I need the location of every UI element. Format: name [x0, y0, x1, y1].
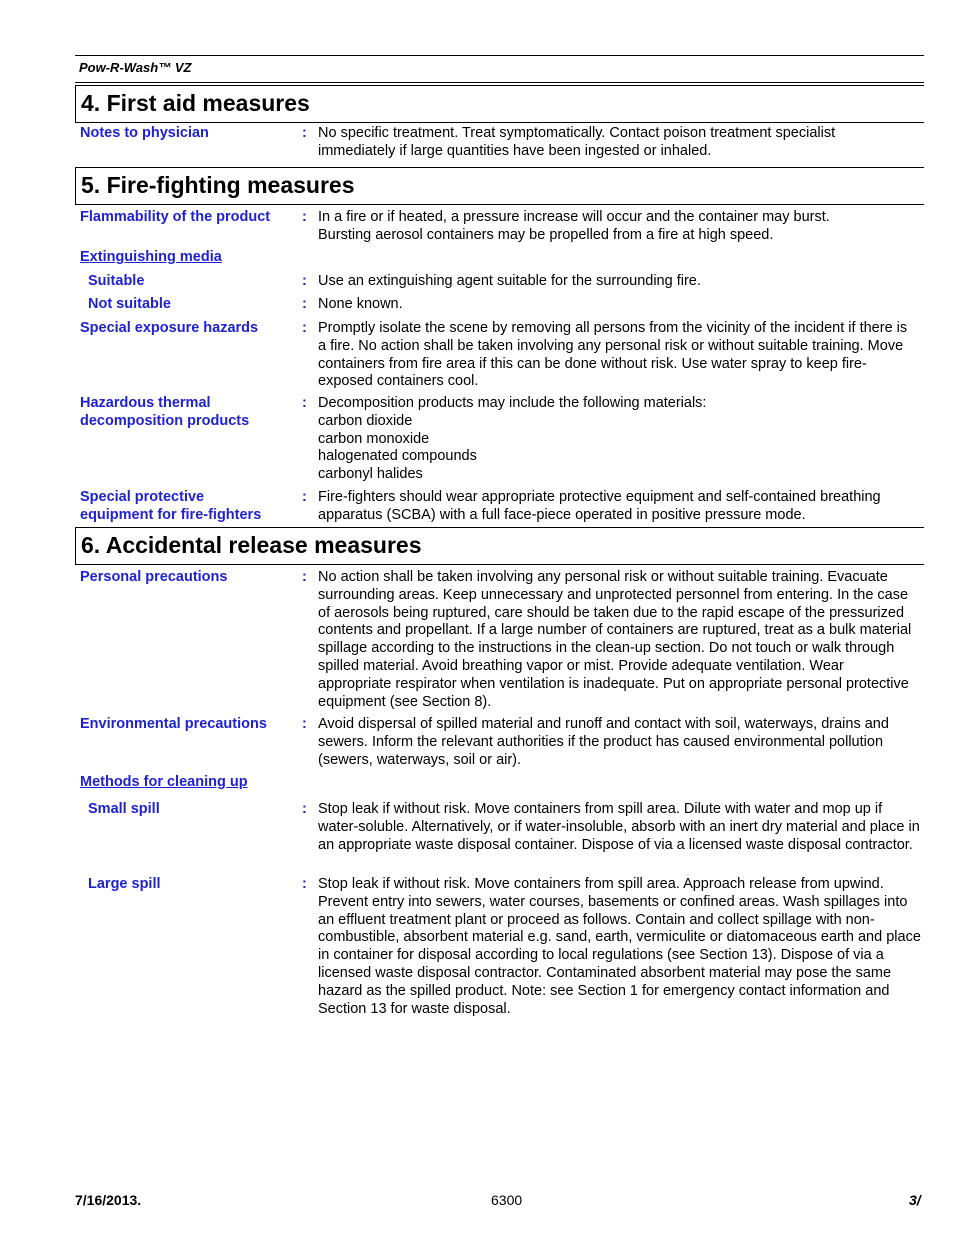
- thermal-label-line-2: decomposition products: [80, 412, 250, 429]
- flammability-label: Flammability of the product: [80, 209, 271, 225]
- thermal-intro: Decomposition products may include the following materials:: [318, 395, 707, 411]
- protective-label: [80, 489, 295, 525]
- personal-precautions-label: Personal precautions: [80, 569, 228, 585]
- suitable-text: Use an extinguishing agent suitable for the surrounding fire.: [318, 273, 701, 289]
- thermal-label: [80, 395, 295, 431]
- protective-label-line-2: equipment for fire-fighters: [80, 506, 262, 523]
- footer-code: 6300: [491, 1192, 523, 1208]
- small-spill-text: Stop leak if without risk. Move containers from spill area. Dilute with water and mop up if water-soluble. Alternatively, or if water-insoluble, absorb with an inert dry material and place in an appropriate waste disposal container. Dispose of via a licensed waste disposal contractor.: [318, 801, 920, 853]
- special-exposure-text: Promptly isolate the scene by removing all persons from the vicinity of the incident if there is a fire. No action shall be taken involving any personal risk or without suitable training. Move containers from fire area if this can be done without risk. Use water spray to keep fire-exposed containers cool.: [318, 320, 908, 390]
- thermal-item: halogenated compounds: [318, 448, 477, 465]
- sds-page: [75, 55, 924, 1029]
- environmental-precautions-label: Environmental precautions: [80, 716, 267, 732]
- section-4-title: 4. First aid measures: [75, 85, 924, 123]
- colon: :: [302, 320, 307, 336]
- product-name: Pow-R-Wash™ VZ: [75, 55, 924, 83]
- suitable-label: Suitable: [88, 273, 145, 289]
- colon: :: [302, 876, 307, 892]
- thermal-item: carbon monoxide: [318, 430, 430, 447]
- colon: :: [302, 569, 307, 585]
- thermal-text: [318, 395, 924, 484]
- personal-precautions-text: No action shall be taken involving any personal risk or without suitable training. Evacuate surrounding areas. Keep unnecessary and unprotected personnel from entering. In the case of aerosols being ruptured, care should be taken due to the rapid escape of the pressurized contents and propellant. If a large number of containers are ruptured, treat as a bulk material spillage according to the instructions in the clean-up section. Do not touch or walk through spilled material. Avoid breathing vapor or mist. Provide adequate ventilation. Wear appropriate respirator when ventilation is inadequate. Put on appropriate personal protective equipment (see Section 8).: [318, 569, 912, 710]
- not-suitable-label: Not suitable: [88, 296, 171, 312]
- footer-page-number: 3/: [909, 1192, 921, 1208]
- section-6-body: [75, 569, 924, 1029]
- large-spill-label: Large spill: [88, 876, 161, 892]
- thermal-item: carbon dioxide: [318, 412, 413, 429]
- colon: :: [302, 273, 307, 289]
- notes-text: No specific treatment. Treat symptomatically. Contact poison treatment specialist immediately if large quantities have been ingested or inhaled.: [318, 125, 836, 159]
- protective-label-line-1: Special protective: [80, 489, 205, 505]
- flammability-text: In a fire or if heated, a pressure increase will occur and the container may burst. Bursting aerosol containers may be propelled from a fire at high speed.: [318, 209, 830, 243]
- notes-label: Notes to physician: [80, 125, 209, 141]
- notes-row: [75, 125, 924, 167]
- colon: :: [302, 489, 307, 505]
- protective-text: Fire-fighters should wear appropriate protective equipment and self-contained breathing apparatus (SCBA) with a full face-piece operated in positive pressure mode.: [318, 489, 881, 523]
- colon: :: [302, 716, 307, 732]
- colon: :: [302, 125, 307, 141]
- footer-date: 7/16/2013.: [75, 1192, 142, 1208]
- environmental-precautions-text: Avoid dispersal of spilled material and runoff and contact with soil, waterways, drains and sewers. Inform the relevant authorities if the product has caused environmental pollution (sewers, waterways, soil or air).: [318, 716, 889, 768]
- colon: :: [302, 395, 307, 411]
- colon: :: [302, 209, 307, 225]
- small-spill-label: Small spill: [88, 801, 160, 817]
- extinguishing-media-label: Extinguishing media: [80, 249, 222, 265]
- section-5-title: 5. Fire-fighting measures: [75, 167, 924, 205]
- colon: :: [302, 801, 307, 817]
- not-suitable-text: None known.: [318, 296, 403, 312]
- colon: :: [302, 296, 307, 312]
- special-exposure-label: Special exposure hazards: [80, 320, 259, 336]
- methods-cleaning-label: Methods for cleaning up: [80, 774, 248, 790]
- section-5-body: [75, 209, 924, 527]
- large-spill-text: Stop leak if without risk. Move containers from spill area. Approach release from upwind. Prevent entry into sewers, water courses, basements or confined areas. Wash spillages into an effluent treatment plant or proceed as follows. Contain and collect spillage with non-combustible, absorbent material e.g. sand, earth, vermiculite or diatomaceous earth and place in container for disposal according to local regulations (see Section 13). Dispose of via a licensed waste disposal contractor. Contaminated absorbent material may pose the same hazard as the spilled product. Note: see Section 1 for emergency contact information and Section 13 for waste disposal.: [318, 876, 921, 1017]
- thermal-item: carbonyl halides: [318, 466, 423, 483]
- thermal-label-line-1: Hazardous thermal: [80, 395, 211, 411]
- section-6-title: 6. Accidental release measures: [75, 527, 924, 565]
